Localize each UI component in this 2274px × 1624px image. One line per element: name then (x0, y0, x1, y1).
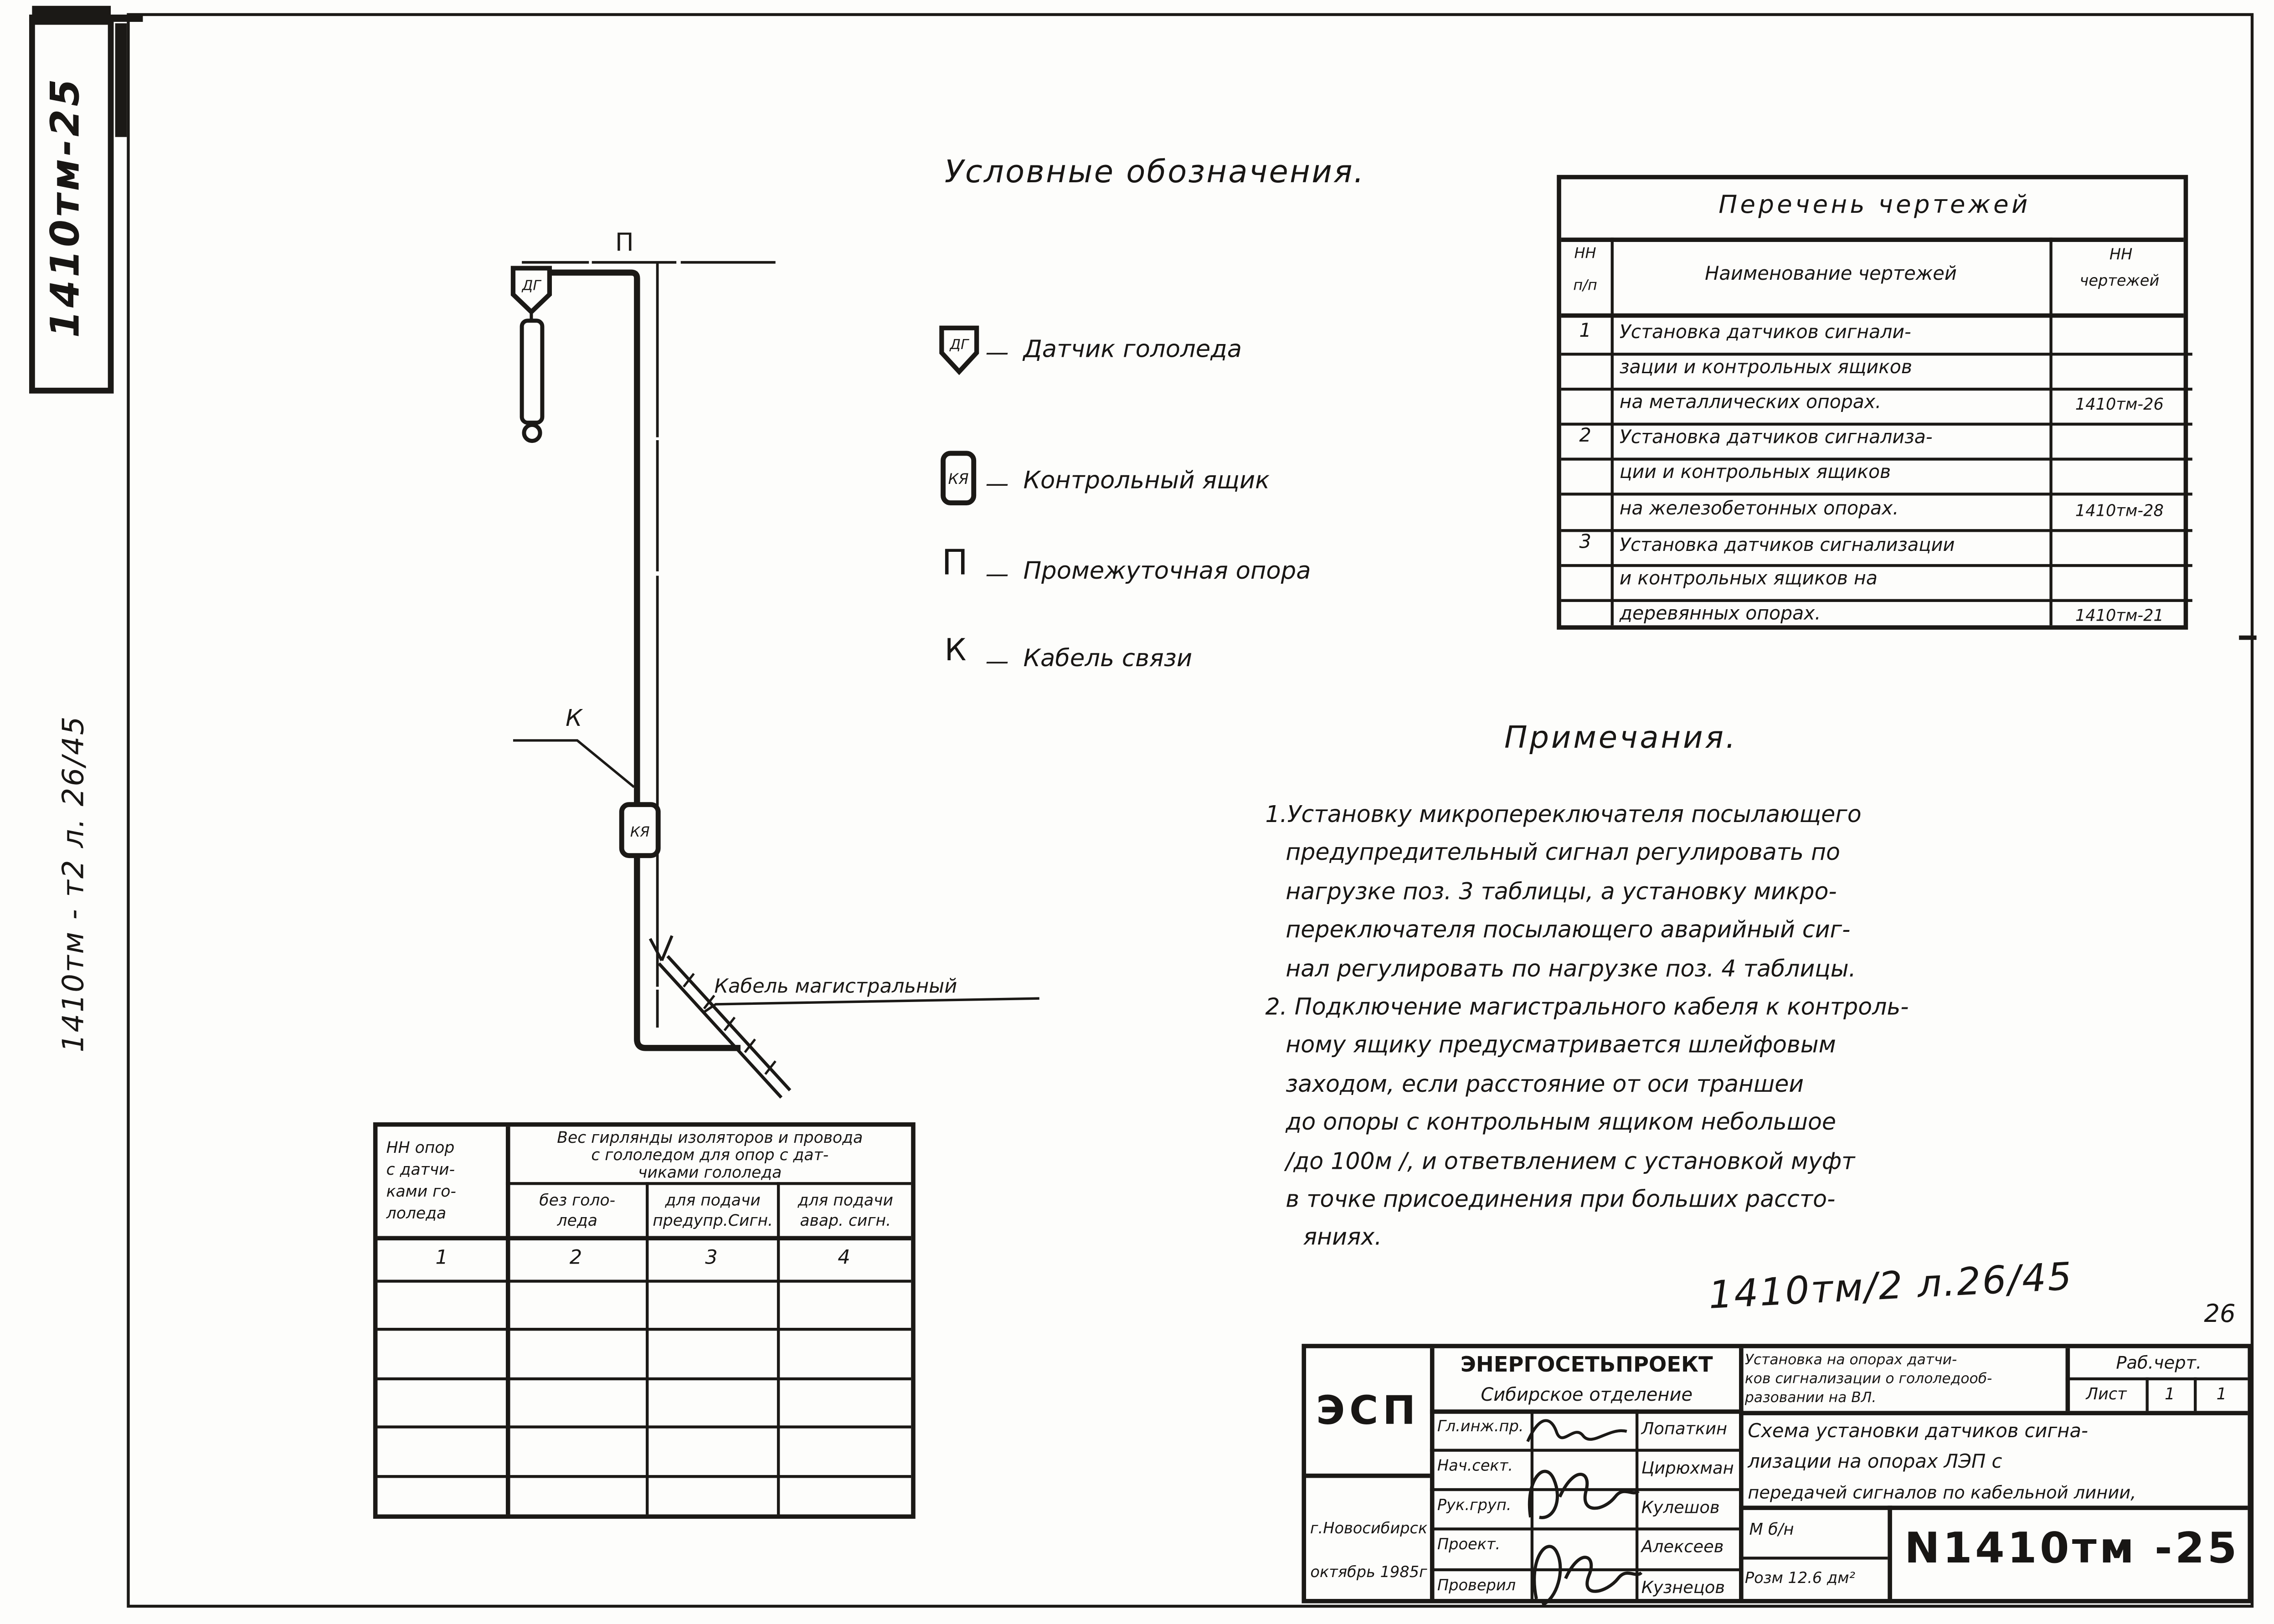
row-text: деревянных опорах. (1619, 603, 1821, 625)
handwritten-ref: 1410тм/2 л.26/45 (1707, 1255, 2074, 1319)
control-box-icon-label: КЯ (948, 470, 969, 488)
scan-mark (115, 23, 127, 137)
load-span-header (512, 1130, 908, 1183)
date-label: октябрь 1985г (1310, 1564, 1427, 1582)
legend-separator: — (985, 647, 1009, 675)
cable-k-leader (513, 740, 634, 787)
header-line: предупр.Сигн. (653, 1211, 773, 1230)
cable-k-label: К (566, 704, 582, 732)
row-text: на металлических опорах. (1619, 392, 1882, 415)
header-line: авар. сигн. (800, 1211, 891, 1230)
trunk-cable-fork (662, 936, 672, 961)
signature-icon (1525, 1413, 1638, 1450)
header-line: лоледа (386, 1204, 447, 1223)
trunk-cable-underline (703, 998, 1039, 1013)
note-line: /до 100м /, и ответвлением с установкой муфт (1286, 1146, 1855, 1174)
sheet-word: Лист (2086, 1384, 2127, 1404)
load-sub-header (780, 1191, 911, 1232)
note-line: до опоры с контрольным ящиком небольшое (1286, 1108, 1836, 1136)
header-line: с гололедом для опор с дат- (591, 1146, 829, 1165)
row-text: ции и контрольных ящиков (1619, 463, 1891, 485)
legend-separator: — (985, 469, 1009, 497)
fold-tick (2239, 636, 2256, 639)
header-line: Вес гирлянды изоляторов и провода (557, 1128, 863, 1147)
row-num: 2 (1579, 426, 1591, 448)
page-number: 26 (2204, 1300, 2236, 1330)
org-branch: Сибирское отделение (1481, 1383, 1693, 1405)
row-text: Установка датчиков сигнали- (1619, 322, 1911, 344)
index-cell: 2 (569, 1246, 582, 1270)
note-line: переключателя посылающего аварийный сиг- (1286, 915, 1851, 944)
legend-separator: — (985, 560, 1009, 588)
table-row (1561, 458, 2192, 496)
row-num: 1 (1579, 320, 1591, 343)
legend-separator: — (985, 338, 1009, 366)
note-line: 2. Подключение магистрального кабеля к контроль- (1265, 992, 1909, 1020)
row-code: 1410тм-21 (2075, 606, 2164, 625)
header-line: для подачи (665, 1191, 761, 1210)
note-line: нал регулировать по нагрузке поз. 4 таблицы. (1286, 954, 1856, 982)
signer-role: Нач.сект. (1437, 1457, 1513, 1475)
header-line: леда (557, 1211, 597, 1230)
table-row (1561, 529, 2192, 566)
row-text: зации и контрольных ящиков (1619, 357, 1912, 379)
note-line: ному ящику предусматривается шлейфовым (1286, 1031, 1836, 1059)
legend-title: Условные обозначения. (944, 154, 1365, 191)
signer-role: Гл.инж.пр. (1437, 1418, 1524, 1436)
note-line: 1.Установку микропереключателя посылающего (1265, 800, 1862, 828)
sheet-num: 1 (2165, 1384, 2175, 1404)
note-line: в точке присоединения при больших рассто- (1286, 1185, 1836, 1213)
header-line: без голо- (539, 1191, 616, 1210)
corner-stamp-label: 1410тм-25 (43, 76, 89, 338)
row-text: и контрольных ящиков на (1619, 568, 1878, 590)
pole-label: П (615, 228, 634, 257)
row-text: Установка датчиков сигнализа- (1619, 427, 1933, 450)
pole-schematic (481, 204, 1122, 1137)
trunk-cable-fork (650, 939, 662, 961)
note-line: заходом, если расстояние от оси траншеи (1286, 1069, 1804, 1097)
format-cell: Розм 12.6 дм² (1744, 1569, 1856, 1588)
signature-icon (1522, 1450, 1644, 1529)
ice-sensor-label: ДГ (522, 278, 541, 294)
cable-symbol: К (944, 632, 967, 668)
signer-role: Проект. (1437, 1536, 1501, 1554)
note-line: нагрузке поз. 3 таблицы, а установку микро- (1286, 877, 1837, 905)
index-cell: 3 (705, 1246, 718, 1270)
load-sub-header (509, 1191, 646, 1232)
notes-title: Примечания. (1504, 720, 1738, 755)
project-title-line: разовании на ВЛ. (1744, 1390, 1877, 1406)
notes-text (1265, 800, 2271, 1262)
drawing-title (1748, 1418, 2252, 1508)
load-table (373, 1122, 916, 1519)
sensor-weight (522, 321, 542, 423)
pole-symbol: П (941, 542, 968, 583)
load-col1-header (386, 1137, 503, 1224)
col-header-code: НН (2109, 246, 2133, 264)
header-line: для подачи (797, 1191, 893, 1210)
signer-role: Рук.груп. (1437, 1497, 1512, 1515)
header-line: чиками гололеда (638, 1163, 782, 1183)
org-logo: ЭСП (1316, 1389, 1420, 1434)
index-cell: 1 (435, 1246, 448, 1270)
signal-cable (542, 272, 741, 1048)
legend-label-box: Контрольный ящик (1023, 466, 1270, 494)
legend-label-pole: Промежуточная опора (1023, 556, 1311, 585)
table-row (1561, 599, 2192, 634)
header-line: ками го- (386, 1182, 456, 1201)
legend-label-sensor: Датчик гололеда (1023, 335, 1242, 363)
drawing-title-line: передачей сигналов по кабельной линии, (1748, 1482, 2136, 1503)
margin-annotation: 1410тм - т2 л. 26/45 (55, 715, 91, 1053)
title-block (1302, 1344, 2252, 1603)
drawing-list-table (1557, 175, 2188, 630)
index-cell: 4 (838, 1246, 850, 1270)
project-title (1745, 1352, 2063, 1408)
sensor-ring (524, 425, 540, 441)
table-row (1561, 388, 2192, 426)
note-line: предупредительный сигнал регулировать по (1286, 838, 1840, 867)
sheet-type: Раб.черт. (2116, 1352, 2202, 1373)
row-text: Установка датчиков сигнализации (1619, 533, 1955, 555)
ice-sensor-icon-label: ДГ (950, 337, 969, 353)
table-row (1561, 493, 2192, 531)
drawing-list-title: Перечень чертежей (1718, 191, 2031, 221)
signer-name: Кулешов (1641, 1497, 1720, 1517)
row-text: на железобетонных опорах. (1619, 498, 1899, 520)
col-header-code: чертежей (2079, 272, 2160, 290)
signer-role: Проверил (1437, 1577, 1516, 1595)
legend-label-cable: Кабель связи (1023, 644, 1193, 672)
row-code: 1410тм-28 (2075, 500, 2164, 520)
control-box-label: КЯ (630, 824, 650, 841)
signer-name: Алексеев (1641, 1536, 1724, 1557)
load-sub-header (648, 1191, 777, 1232)
drawing-title-line: лизации на опорах ЛЭП с (1748, 1451, 2002, 1473)
signer-name: Цирюхман (1641, 1457, 1734, 1478)
row-num: 3 (1579, 531, 1591, 554)
col-header-name: Наименование чертежей (1705, 263, 1957, 286)
city-label: г.Новосибирск (1310, 1520, 1428, 1538)
sheet-total: 1 (2216, 1384, 2227, 1404)
header-line: НН опор (386, 1138, 455, 1157)
row-code: 1410тм-26 (2075, 395, 2164, 415)
project-title-line: ков сигнализации о гололедооб- (1744, 1371, 1992, 1388)
table-row (1561, 564, 2192, 601)
col-header-num: НН (1574, 246, 1596, 262)
trunk-cable-label: Кабель магистральный (714, 975, 957, 998)
signer-name: Кузнецов (1641, 1577, 1725, 1598)
signer-name: Лопаткин (1641, 1418, 1728, 1439)
signature-icon (1522, 1529, 1644, 1610)
table-row (1561, 353, 2192, 391)
doc-number: N1410тм -25 (1904, 1523, 2240, 1573)
scale-cell: М б/н (1749, 1520, 1794, 1539)
table-row (1561, 318, 2192, 355)
col-header-num: п/п (1573, 278, 1597, 295)
drawing-title-line: Схема установки датчиков сигна- (1748, 1421, 2088, 1443)
table-row (1561, 423, 2192, 461)
project-title-line: Установка на опорах датчи- (1744, 1352, 1957, 1369)
org-name: ЭНЕРГОСЕТЬПРОЕКТ (1460, 1354, 1713, 1377)
header-line: с датчи- (386, 1160, 455, 1179)
note-line: яниях. (1303, 1223, 1382, 1251)
